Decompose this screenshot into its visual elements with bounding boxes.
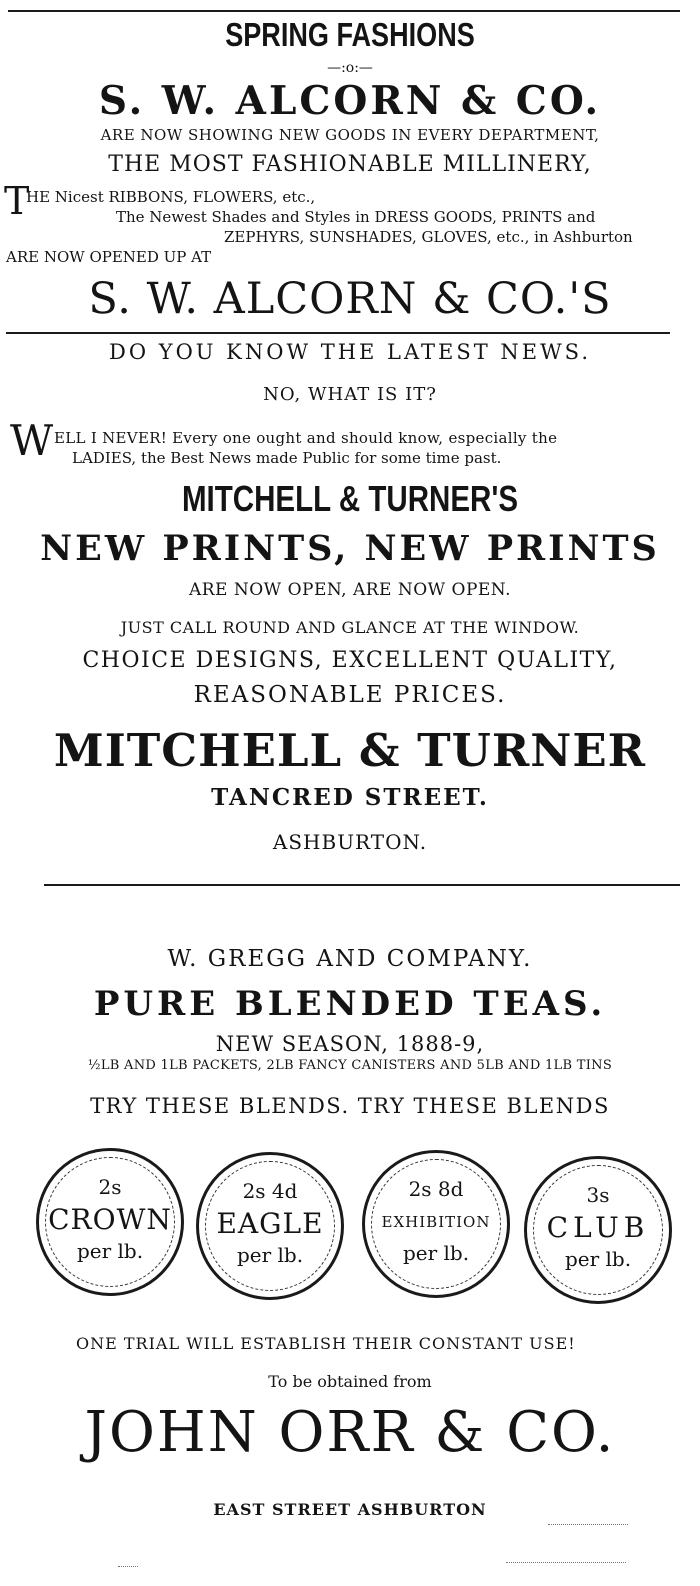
ad2-line-ladies: LADIES, the Best News made Public for some time past. (72, 449, 502, 467)
ad2-line-never: ELL I NEVER! Every one ought and should know, especially the (54, 429, 558, 447)
tea-stamp-club: 3s CLUB per lb. (524, 1156, 672, 1304)
ad2-call-round: JUST CALL ROUND AND GLANCE AT THE WINDOW. (120, 618, 580, 637)
ad3-try-blends: TRY THESE BLENDS. TRY THESE BLENDS (90, 1094, 610, 1118)
tea-stamp-exhibition: 2s 8d EXHIBITION per lb. (362, 1150, 510, 1298)
ad2-latest-news: DO YOU KNOW THE LATEST NEWS. (108, 340, 591, 364)
ad1-ornament: —:o:— (327, 60, 373, 76)
ad3-trial-line: ONE TRIAL WILL ESTABLISH THEIR CONSTANT USE! (76, 1334, 576, 1353)
print-speck (506, 1562, 626, 1563)
ad2-now-open: ARE NOW OPEN, ARE NOW OPEN. (188, 580, 511, 600)
tea-stamp-eagle: 2s 4d EAGLE per lb. (196, 1152, 344, 1300)
print-speck (548, 1524, 628, 1525)
ad2-what-is-it: NO, WHAT IS IT? (263, 384, 437, 405)
ad3-company: W. GREGG AND COMPANY. (167, 946, 533, 972)
ad1-line-dress-goods: The Newest Shades and Styles in DRESS GOODS, PRINTS and (116, 208, 596, 226)
ad1-firm-footer: S. W. ALCORN & CO.'S (88, 274, 612, 324)
ad2-choice-designs: CHOICE DESIGNS, EXCELLENT QUALITY, (82, 648, 618, 673)
ad2-reasonable-prices: REASONABLE PRICES. (193, 682, 507, 708)
ad2-firm-possessive: MITCHELL & TURNER'S (181, 478, 519, 519)
ad3-season: NEW SEASON, 1888-9, (215, 1032, 485, 1056)
ad2-firm-name: MITCHELL & TURNER (53, 724, 647, 777)
ad3-headline: PURE BLENDED TEAS. (93, 984, 607, 1024)
ad1-line-millinery: THE MOST FASHIONABLE MILLINERY, (108, 152, 592, 177)
ad1-drop-cap: T (4, 179, 30, 223)
ad3-seller: JOHN ORR & CO. (84, 1400, 616, 1465)
ad2-divider (44, 884, 680, 886)
tea-stamp-crown: 2s CROWN per lb. (36, 1148, 184, 1296)
ad1-line-ribbons: HE Nicest RIBBONS, FLOWERS, etc., (26, 188, 316, 206)
ad2-street: TANCRED STREET. (211, 784, 489, 811)
ad2-new-prints: NEW PRINTS, NEW PRINTS (40, 528, 660, 569)
ad1-line-departments: ARE NOW SHOWING NEW GOODS IN EVERY DEPARTMENT, (100, 126, 600, 144)
ad1-divider (6, 332, 670, 334)
ad3-address: EAST STREET ASHBURTON (213, 1500, 487, 1519)
ad1-line-opened: ARE NOW OPENED UP AT (6, 248, 212, 266)
ad3-obtain-line: To be obtained from (268, 1372, 432, 1391)
ad1-line-zephyrs: ZEPHYRS, SUNSHADES, GLOVES, etc., in Ashburton (224, 228, 633, 246)
ad1-firm-name: S. W. ALCORN & CO. (98, 78, 602, 124)
ad2-town: ASHBURTON. (272, 830, 428, 854)
top-border-rule (8, 10, 680, 12)
ad1-headline: SPRING FASHIONS (225, 16, 475, 53)
ad3-packets: ½LB AND 1LB PACKETS, 2LB FANCY CANISTERS AND 5LB AND 1LB TINS (87, 1058, 613, 1073)
ad2-drop-cap: W (10, 416, 54, 465)
print-speck (118, 1566, 138, 1567)
